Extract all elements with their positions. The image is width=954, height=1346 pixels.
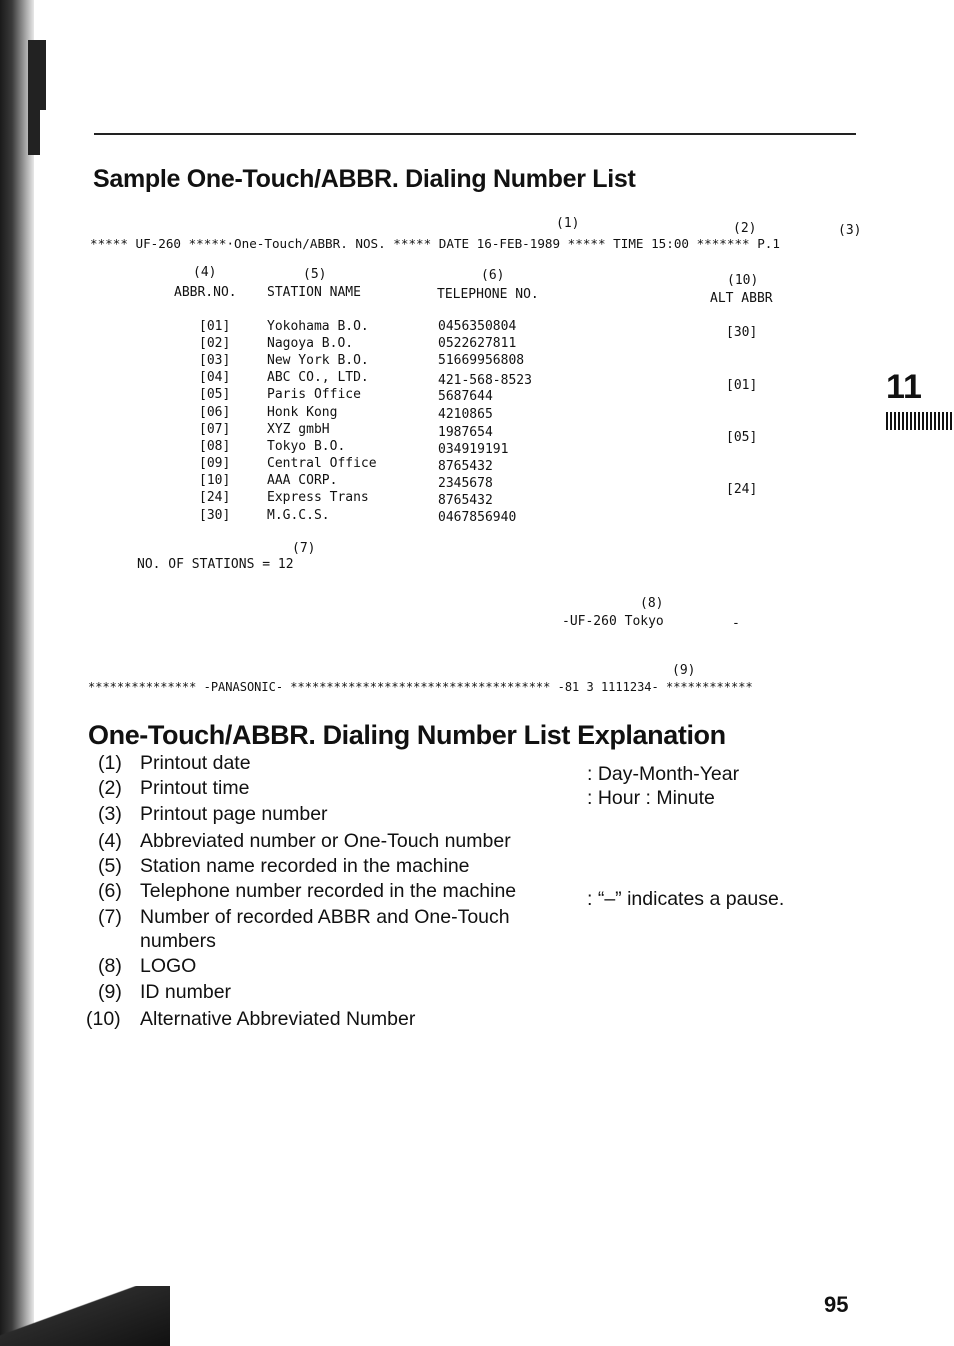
- abbr-cell: [30]: [199, 508, 231, 523]
- explanation-title: One-Touch/ABBR. Dialing Number List Explanation: [88, 720, 726, 750]
- station-name-cell: Nagoya B.O.: [267, 336, 354, 351]
- telephone-cell: 421-568-8523: [438, 373, 532, 388]
- list-item: [86, 1008, 415, 1031]
- page-title: Sample One-Touch/ABBR. Dialing Number List: [93, 165, 636, 193]
- list-item: [98, 930, 216, 953]
- abbr-cell: [08]: [199, 439, 231, 454]
- list-item: [98, 803, 328, 826]
- column-header-station: STATION NAME: [267, 285, 361, 300]
- table-row: [199, 352, 230, 369]
- table-row: [199, 421, 230, 438]
- list-item: [98, 855, 470, 878]
- telephone-cell: 0456350804: [438, 319, 517, 334]
- alt-abbr-cell: [05]: [726, 430, 758, 445]
- telephone-cell: 034919191: [438, 442, 509, 457]
- marker-5: (5): [303, 267, 327, 282]
- item-number: (8): [98, 955, 122, 977]
- chapter-number: 11: [886, 368, 922, 406]
- item-text: ID number: [140, 981, 232, 1003]
- station-name-cell: Express Trans: [267, 490, 369, 505]
- marker-2: (2): [733, 221, 757, 236]
- list-item: [98, 981, 231, 1004]
- table-row: [199, 489, 230, 506]
- top-rule: [94, 133, 856, 135]
- item-text: Printout date: [140, 752, 251, 774]
- item-text: Telephone number recorded in the machine: [140, 880, 517, 902]
- item-number: (10): [86, 1008, 121, 1030]
- telephone-cell: 1987654: [438, 425, 493, 440]
- table-row: [199, 335, 230, 352]
- chapter-tab-bars: [886, 412, 952, 430]
- telephone-cell: 2345678: [438, 476, 493, 491]
- item-number: (2): [98, 777, 122, 799]
- item-number: (9): [98, 981, 122, 1003]
- alt-abbr-cell: [30]: [726, 325, 758, 340]
- page-number: 95: [824, 1292, 849, 1317]
- item-text: Abbreviated number or One-Touch number: [140, 830, 511, 852]
- station-name-cell: New York B.O.: [267, 353, 369, 368]
- telephone-cell: 4210865: [438, 407, 493, 422]
- station-name-cell: AAA CORP.: [267, 473, 338, 488]
- table-row: [199, 369, 230, 386]
- list-item: [98, 777, 249, 800]
- printout-footer-line: *************** -PANASONIC- ************************************ -81 3 1111234- ************: [88, 680, 753, 694]
- item-text: LOGO: [140, 955, 197, 977]
- list-item: [98, 830, 511, 853]
- item-number: (1): [98, 752, 122, 774]
- logo-line: -UF-260 Tokyo: [562, 614, 664, 629]
- item-text: Printout page number: [140, 803, 328, 825]
- table-row: [199, 318, 230, 335]
- marker-9: (9): [672, 663, 696, 678]
- station-name-cell: ABC CO., LTD.: [267, 370, 369, 385]
- table-row: [199, 386, 230, 403]
- abbr-cell: [24]: [199, 490, 231, 505]
- item-number: (3): [98, 803, 122, 825]
- marker-8: (8): [640, 596, 664, 611]
- item-number: (6): [98, 880, 122, 902]
- abbr-cell: [05]: [199, 387, 231, 402]
- abbr-cell: [03]: [199, 353, 231, 368]
- station-name-cell: Honk Kong: [267, 405, 338, 420]
- abbr-cell: [06]: [199, 405, 231, 420]
- station-name-cell: M.G.C.S.: [267, 508, 330, 523]
- abbr-cell: [07]: [199, 422, 231, 437]
- note-pause: : “–” indicates a pause.: [587, 888, 785, 910]
- station-name-cell: Central Office: [267, 456, 377, 471]
- table-row: [199, 472, 230, 489]
- item-number: (7): [98, 906, 122, 928]
- logo-dash: -: [732, 616, 740, 631]
- marker-6: (6): [481, 268, 505, 283]
- table-row: [199, 438, 230, 455]
- table-row: [199, 404, 230, 421]
- table-row: [199, 455, 230, 472]
- telephone-cell: 5687644: [438, 389, 493, 404]
- item-text: numbers: [140, 930, 216, 952]
- book-binding-shadow: [0, 0, 34, 1346]
- column-header-alt-abbr: ALT ABBR: [710, 291, 773, 306]
- item-text: Number of recorded ABBR and One-Touch: [140, 906, 510, 928]
- alt-abbr-cell: [01]: [726, 378, 758, 393]
- telephone-cell: 0522627811: [438, 336, 517, 351]
- column-header-telephone: TELEPHONE NO.: [437, 287, 539, 302]
- item-text: Alternative Abbreviated Number: [140, 1008, 416, 1030]
- note-date-format: : Day-Month-Year: [587, 763, 740, 785]
- alt-abbr-cell: [24]: [726, 482, 758, 497]
- binding-tab: [28, 95, 40, 155]
- station-name-cell: XYZ gmbH: [267, 422, 330, 437]
- marker-7: (7): [292, 541, 316, 556]
- marker-10: (10): [727, 273, 759, 288]
- marker-4: (4): [193, 265, 217, 280]
- telephone-cell: 0467856940: [438, 510, 517, 525]
- item-text: Station name recorded in the machine: [140, 855, 470, 877]
- item-text: Printout time: [140, 777, 250, 799]
- station-name-cell: Yokohama B.O.: [267, 319, 369, 334]
- station-name-cell: Tokyo B.O.: [267, 439, 346, 454]
- list-item: [98, 880, 516, 903]
- abbr-cell: [02]: [199, 336, 231, 351]
- printout-header-line: ***** UF-260 *****·One-Touch/ABBR. NOS. ***** DATE 16-FEB-1989 ***** TIME 15:00 ******* P.1: [90, 236, 780, 251]
- marker-3: (3): [838, 223, 862, 238]
- table-row: [199, 507, 230, 524]
- note-time-format: : Hour : Minute: [587, 787, 715, 809]
- item-number: (5): [98, 855, 122, 877]
- list-item: [98, 955, 196, 978]
- abbr-cell: [01]: [199, 319, 231, 334]
- abbr-cell: [09]: [199, 456, 231, 471]
- telephone-cell: 8765432: [438, 493, 493, 508]
- list-item: [98, 752, 251, 775]
- telephone-cell: 51669956808: [438, 353, 525, 368]
- abbr-cell: [10]: [199, 473, 231, 488]
- page-corner-shadow: [0, 1286, 170, 1346]
- item-number: (4): [98, 830, 122, 852]
- abbr-cell: [04]: [199, 370, 231, 385]
- column-header-abbr: ABBR.NO.: [174, 285, 237, 300]
- station-name-cell: Paris Office: [267, 387, 361, 402]
- stations-count-line: NO. OF STATIONS = 12: [137, 557, 294, 572]
- telephone-cell: 8765432: [438, 459, 493, 474]
- list-item: [98, 906, 510, 929]
- marker-1: (1): [556, 216, 580, 231]
